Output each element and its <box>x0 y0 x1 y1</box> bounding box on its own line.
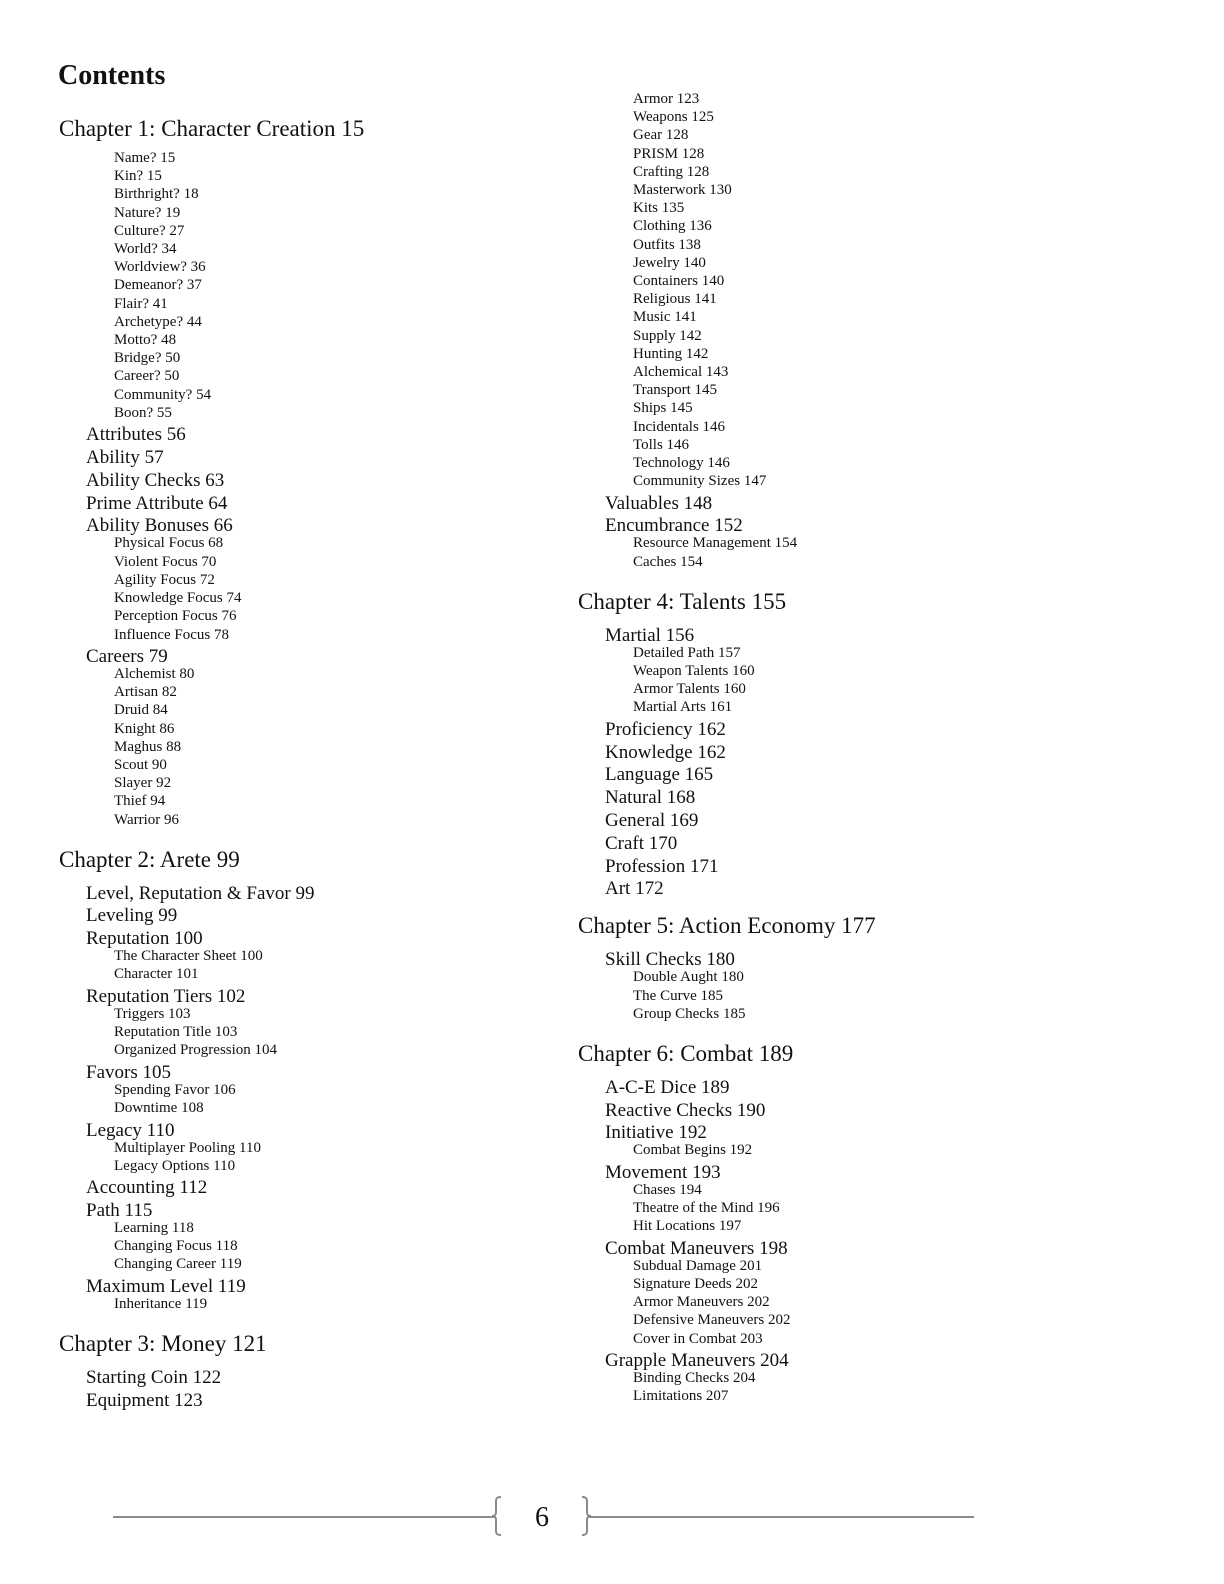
toc-subsection-entry[interactable]: Kits 135 <box>633 200 685 216</box>
toc-subsection-entry[interactable]: Armor Talents 160 <box>633 681 746 697</box>
toc-section-entry[interactable]: Valuables 148 <box>605 493 713 514</box>
toc-section-entry[interactable]: Martial 156 <box>605 625 695 646</box>
toc-section-entry[interactable]: Profession 171 <box>605 856 719 877</box>
toc-subsection-entry[interactable]: The Character Sheet 100 <box>114 948 263 964</box>
toc-subsection-entry[interactable]: Bridge? 50 <box>114 350 181 366</box>
toc-subsection-entry[interactable]: Nature? 19 <box>114 205 181 221</box>
toc-section-entry[interactable]: Ability Checks 63 <box>86 470 225 491</box>
toc-subsection-entry[interactable]: Kin? 15 <box>114 168 162 184</box>
toc-subsection-entry[interactable]: Supply 142 <box>633 328 702 344</box>
toc-section-entry[interactable]: Careers 79 <box>86 646 168 667</box>
toc-section-entry[interactable]: Level, Reputation & Favor 99 <box>86 883 315 904</box>
toc-subsection-entry[interactable]: Crafting 128 <box>633 164 710 180</box>
toc-section-entry[interactable]: Legacy 110 <box>86 1120 175 1141</box>
toc-subsection-entry[interactable]: Flair? 41 <box>114 296 168 312</box>
toc-subsection-entry[interactable]: Changing Career 119 <box>114 1256 242 1272</box>
toc-section-entry[interactable]: Proficiency 162 <box>605 719 726 740</box>
toc-subsection-entry[interactable]: Triggers 103 <box>114 1006 191 1022</box>
toc-section-entry[interactable]: Craft 170 <box>605 833 678 854</box>
toc-subsection-entry[interactable]: Community Sizes 147 <box>633 473 767 489</box>
toc-subsection-entry[interactable]: Containers 140 <box>633 273 725 289</box>
toc-section-entry[interactable]: Maximum Level 119 <box>86 1276 246 1297</box>
toc-subsection-entry[interactable]: Inheritance 119 <box>114 1296 208 1312</box>
toc-subsection-entry[interactable]: Gear 128 <box>633 127 689 143</box>
footer-rule-right <box>588 1516 974 1518</box>
toc-subsection-entry[interactable]: Jewelry 140 <box>633 255 706 271</box>
toc-subsection-entry[interactable]: Artisan 82 <box>114 684 177 700</box>
toc-subsection-entry[interactable]: PRISM 128 <box>633 146 705 162</box>
toc-chapter-entry[interactable]: Chapter 5: Action Economy 177 <box>578 913 876 938</box>
page-title: Contents <box>58 60 166 91</box>
toc-subsection-entry[interactable]: Organized Progression 104 <box>114 1042 278 1058</box>
toc-subsection-entry[interactable]: Double Aught 180 <box>633 969 744 985</box>
toc-subsection-entry[interactable]: Defensive Maneuvers 202 <box>633 1312 791 1328</box>
toc-subsection-entry[interactable]: Resource Management 154 <box>633 535 798 551</box>
toc-subsection-entry[interactable]: Downtime 108 <box>114 1100 204 1116</box>
toc-subsection-entry[interactable]: Martial Arts 161 <box>633 699 733 715</box>
toc-subsection-entry[interactable]: Physical Focus 68 <box>114 535 224 551</box>
toc-section-entry[interactable]: Prime Attribute 64 <box>86 493 228 514</box>
toc-subsection-entry[interactable]: Technology 146 <box>633 455 730 471</box>
toc-subsection-entry[interactable]: Legacy Options 110 <box>114 1158 236 1174</box>
toc-subsection-entry[interactable]: Clothing 136 <box>633 218 712 234</box>
toc-subsection-entry[interactable]: Motto? 48 <box>114 332 177 348</box>
toc-subsection-entry[interactable]: Subdual Damage 201 <box>633 1258 763 1274</box>
toc-section-entry[interactable]: Attributes 56 <box>86 424 186 445</box>
toc-subsection-entry[interactable]: Binding Checks 204 <box>633 1370 756 1386</box>
toc-subsection-entry[interactable]: Community? 54 <box>114 387 212 403</box>
page-number: 6 <box>535 1502 549 1533</box>
toc-subsection-entry[interactable]: Transport 145 <box>633 382 718 398</box>
toc-subsection-entry[interactable]: Knight 86 <box>114 721 175 737</box>
toc-section-entry[interactable]: Accounting 112 <box>86 1177 208 1198</box>
toc-subsection-entry[interactable]: Hunting 142 <box>633 346 709 362</box>
toc-section-entry[interactable]: Knowledge 162 <box>605 742 726 763</box>
toc-subsection-entry[interactable]: Limitations 207 <box>633 1388 729 1404</box>
toc-chapter-entry[interactable]: Chapter 6: Combat 189 <box>578 1041 794 1066</box>
toc-section-entry[interactable]: Reactive Checks 190 <box>605 1100 766 1121</box>
toc-section-entry[interactable]: Ability 57 <box>86 447 164 468</box>
toc-subsection-entry[interactable]: Weapons 125 <box>633 109 714 125</box>
toc-subsection-entry[interactable]: Learning 118 <box>114 1220 194 1236</box>
toc-subsection-entry[interactable]: Perception Focus 76 <box>114 608 237 624</box>
toc-section-entry[interactable]: Path 115 <box>86 1200 153 1221</box>
toc-subsection-entry[interactable]: Druid 84 <box>114 702 168 718</box>
toc-section-entry[interactable]: Grapple Maneuvers 204 <box>605 1350 789 1371</box>
toc-chapter-entry[interactable]: Chapter 2: Arete 99 <box>59 847 240 872</box>
toc-subsection-entry[interactable]: Boon? 55 <box>114 405 172 421</box>
toc-subsection-entry[interactable]: Tolls 146 <box>633 437 690 453</box>
toc-subsection-entry[interactable]: Music 141 <box>633 309 697 325</box>
toc-subsection-entry[interactable]: Cover in Combat 203 <box>633 1331 763 1347</box>
toc-section-entry[interactable]: Natural 168 <box>605 787 696 808</box>
toc-subsection-entry[interactable]: Career? 50 <box>114 368 180 384</box>
toc-subsection-entry[interactable]: Theatre of the Mind 196 <box>633 1200 780 1216</box>
toc-subsection-entry[interactable]: Chases 194 <box>633 1182 702 1198</box>
toc-section-entry[interactable]: Ability Bonuses 66 <box>86 515 233 536</box>
toc-subsection-entry[interactable]: Religious 141 <box>633 291 717 307</box>
toc-subsection-entry[interactable]: Reputation Title 103 <box>114 1024 238 1040</box>
toc-section-entry[interactable]: A-C-E Dice 189 <box>605 1077 730 1098</box>
toc-section-entry[interactable]: Art 172 <box>605 878 664 899</box>
toc-section-entry[interactable]: Starting Coin 122 <box>86 1367 222 1388</box>
toc-subsection-entry[interactable]: Violent Focus 70 <box>114 554 217 570</box>
toc-subsection-entry[interactable]: Hit Locations 197 <box>633 1218 742 1234</box>
toc-subsection-entry[interactable]: Knowledge Focus 74 <box>114 590 242 606</box>
toc-section-entry[interactable]: Initiative 192 <box>605 1122 707 1143</box>
toc-subsection-entry[interactable]: Group Checks 185 <box>633 1006 746 1022</box>
toc-subsection-entry[interactable]: Demeanor? 37 <box>114 277 202 293</box>
toc-subsection-entry[interactable]: Warrior 96 <box>114 812 180 828</box>
toc-subsection-entry[interactable]: Scout 90 <box>114 757 167 773</box>
toc-subsection-entry[interactable]: Armor Maneuvers 202 <box>633 1294 770 1310</box>
toc-subsection-entry[interactable]: Birthright? 18 <box>114 186 199 202</box>
toc-subsection-entry[interactable]: Changing Focus 118 <box>114 1238 238 1254</box>
toc-section-entry[interactable]: Combat Maneuvers 198 <box>605 1238 788 1259</box>
toc-section-entry[interactable]: Movement 193 <box>605 1162 721 1183</box>
toc-subsection-entry[interactable]: Weapon Talents 160 <box>633 663 755 679</box>
toc-chapter-entry[interactable]: Chapter 4: Talents 155 <box>578 589 787 614</box>
toc-subsection-entry[interactable]: Outfits 138 <box>633 237 701 253</box>
toc-section-entry[interactable]: Favors 105 <box>86 1062 171 1083</box>
toc-subsection-entry[interactable]: Combat Begins 192 <box>633 1142 753 1158</box>
toc-chapter-entry[interactable]: Chapter 3: Money 121 <box>59 1331 267 1356</box>
toc-section-entry[interactable]: Skill Checks 180 <box>605 949 735 970</box>
toc-section-entry[interactable]: Language 165 <box>605 764 714 785</box>
toc-subsection-entry[interactable]: The Curve 185 <box>633 988 723 1004</box>
toc-subsection-entry[interactable]: Spending Favor 106 <box>114 1082 236 1098</box>
toc-subsection-entry[interactable]: Armor 123 <box>633 91 700 107</box>
toc-subsection-entry[interactable]: Multiplayer Pooling 110 <box>114 1140 261 1156</box>
toc-subsection-entry[interactable]: Thief 94 <box>114 793 166 809</box>
toc-chapter-entry[interactable]: Chapter 1: Character Creation 15 <box>59 116 365 141</box>
toc-subsection-entry[interactable]: Worldview? 36 <box>114 259 206 275</box>
toc-section-entry[interactable]: Equipment 123 <box>86 1390 203 1411</box>
toc-subsection-entry[interactable]: Incidentals 146 <box>633 419 726 435</box>
toc-subsection-entry[interactable]: Signature Deeds 202 <box>633 1276 758 1292</box>
toc-section-entry[interactable]: Reputation Tiers 102 <box>86 986 246 1007</box>
toc-subsection-entry[interactable]: Maghus 88 <box>114 739 182 755</box>
toc-section-entry[interactable]: Reputation 100 <box>86 928 203 949</box>
toc-subsection-entry[interactable]: Alchemist 80 <box>114 666 195 682</box>
footer-rule-left <box>113 1516 495 1518</box>
toc-subsection-entry[interactable]: Caches 154 <box>633 554 703 570</box>
toc-subsection-entry[interactable]: Character 101 <box>114 966 199 982</box>
toc-section-entry[interactable]: Encumbrance 152 <box>605 515 743 536</box>
toc-subsection-entry[interactable]: Name? 15 <box>114 150 176 166</box>
toc-subsection-entry[interactable]: Masterwork 130 <box>633 182 732 198</box>
toc-subsection-entry[interactable]: Agility Focus 72 <box>114 572 215 588</box>
toc-subsection-entry[interactable]: Ships 145 <box>633 400 693 416</box>
toc-subsection-entry[interactable]: World? 34 <box>114 241 177 257</box>
toc-subsection-entry[interactable]: Influence Focus 78 <box>114 627 229 643</box>
toc-subsection-entry[interactable]: Archetype? 44 <box>114 314 202 330</box>
toc-subsection-entry[interactable]: Alchemical 143 <box>633 364 729 380</box>
toc-section-entry[interactable]: General 169 <box>605 810 699 831</box>
left-brace-icon <box>491 1496 503 1536</box>
toc-subsection-entry[interactable]: Detailed Path 157 <box>633 645 741 661</box>
toc-subsection-entry[interactable]: Culture? 27 <box>114 223 185 239</box>
toc-subsection-entry[interactable]: Slayer 92 <box>114 775 172 791</box>
toc-section-entry[interactable]: Leveling 99 <box>86 905 178 926</box>
